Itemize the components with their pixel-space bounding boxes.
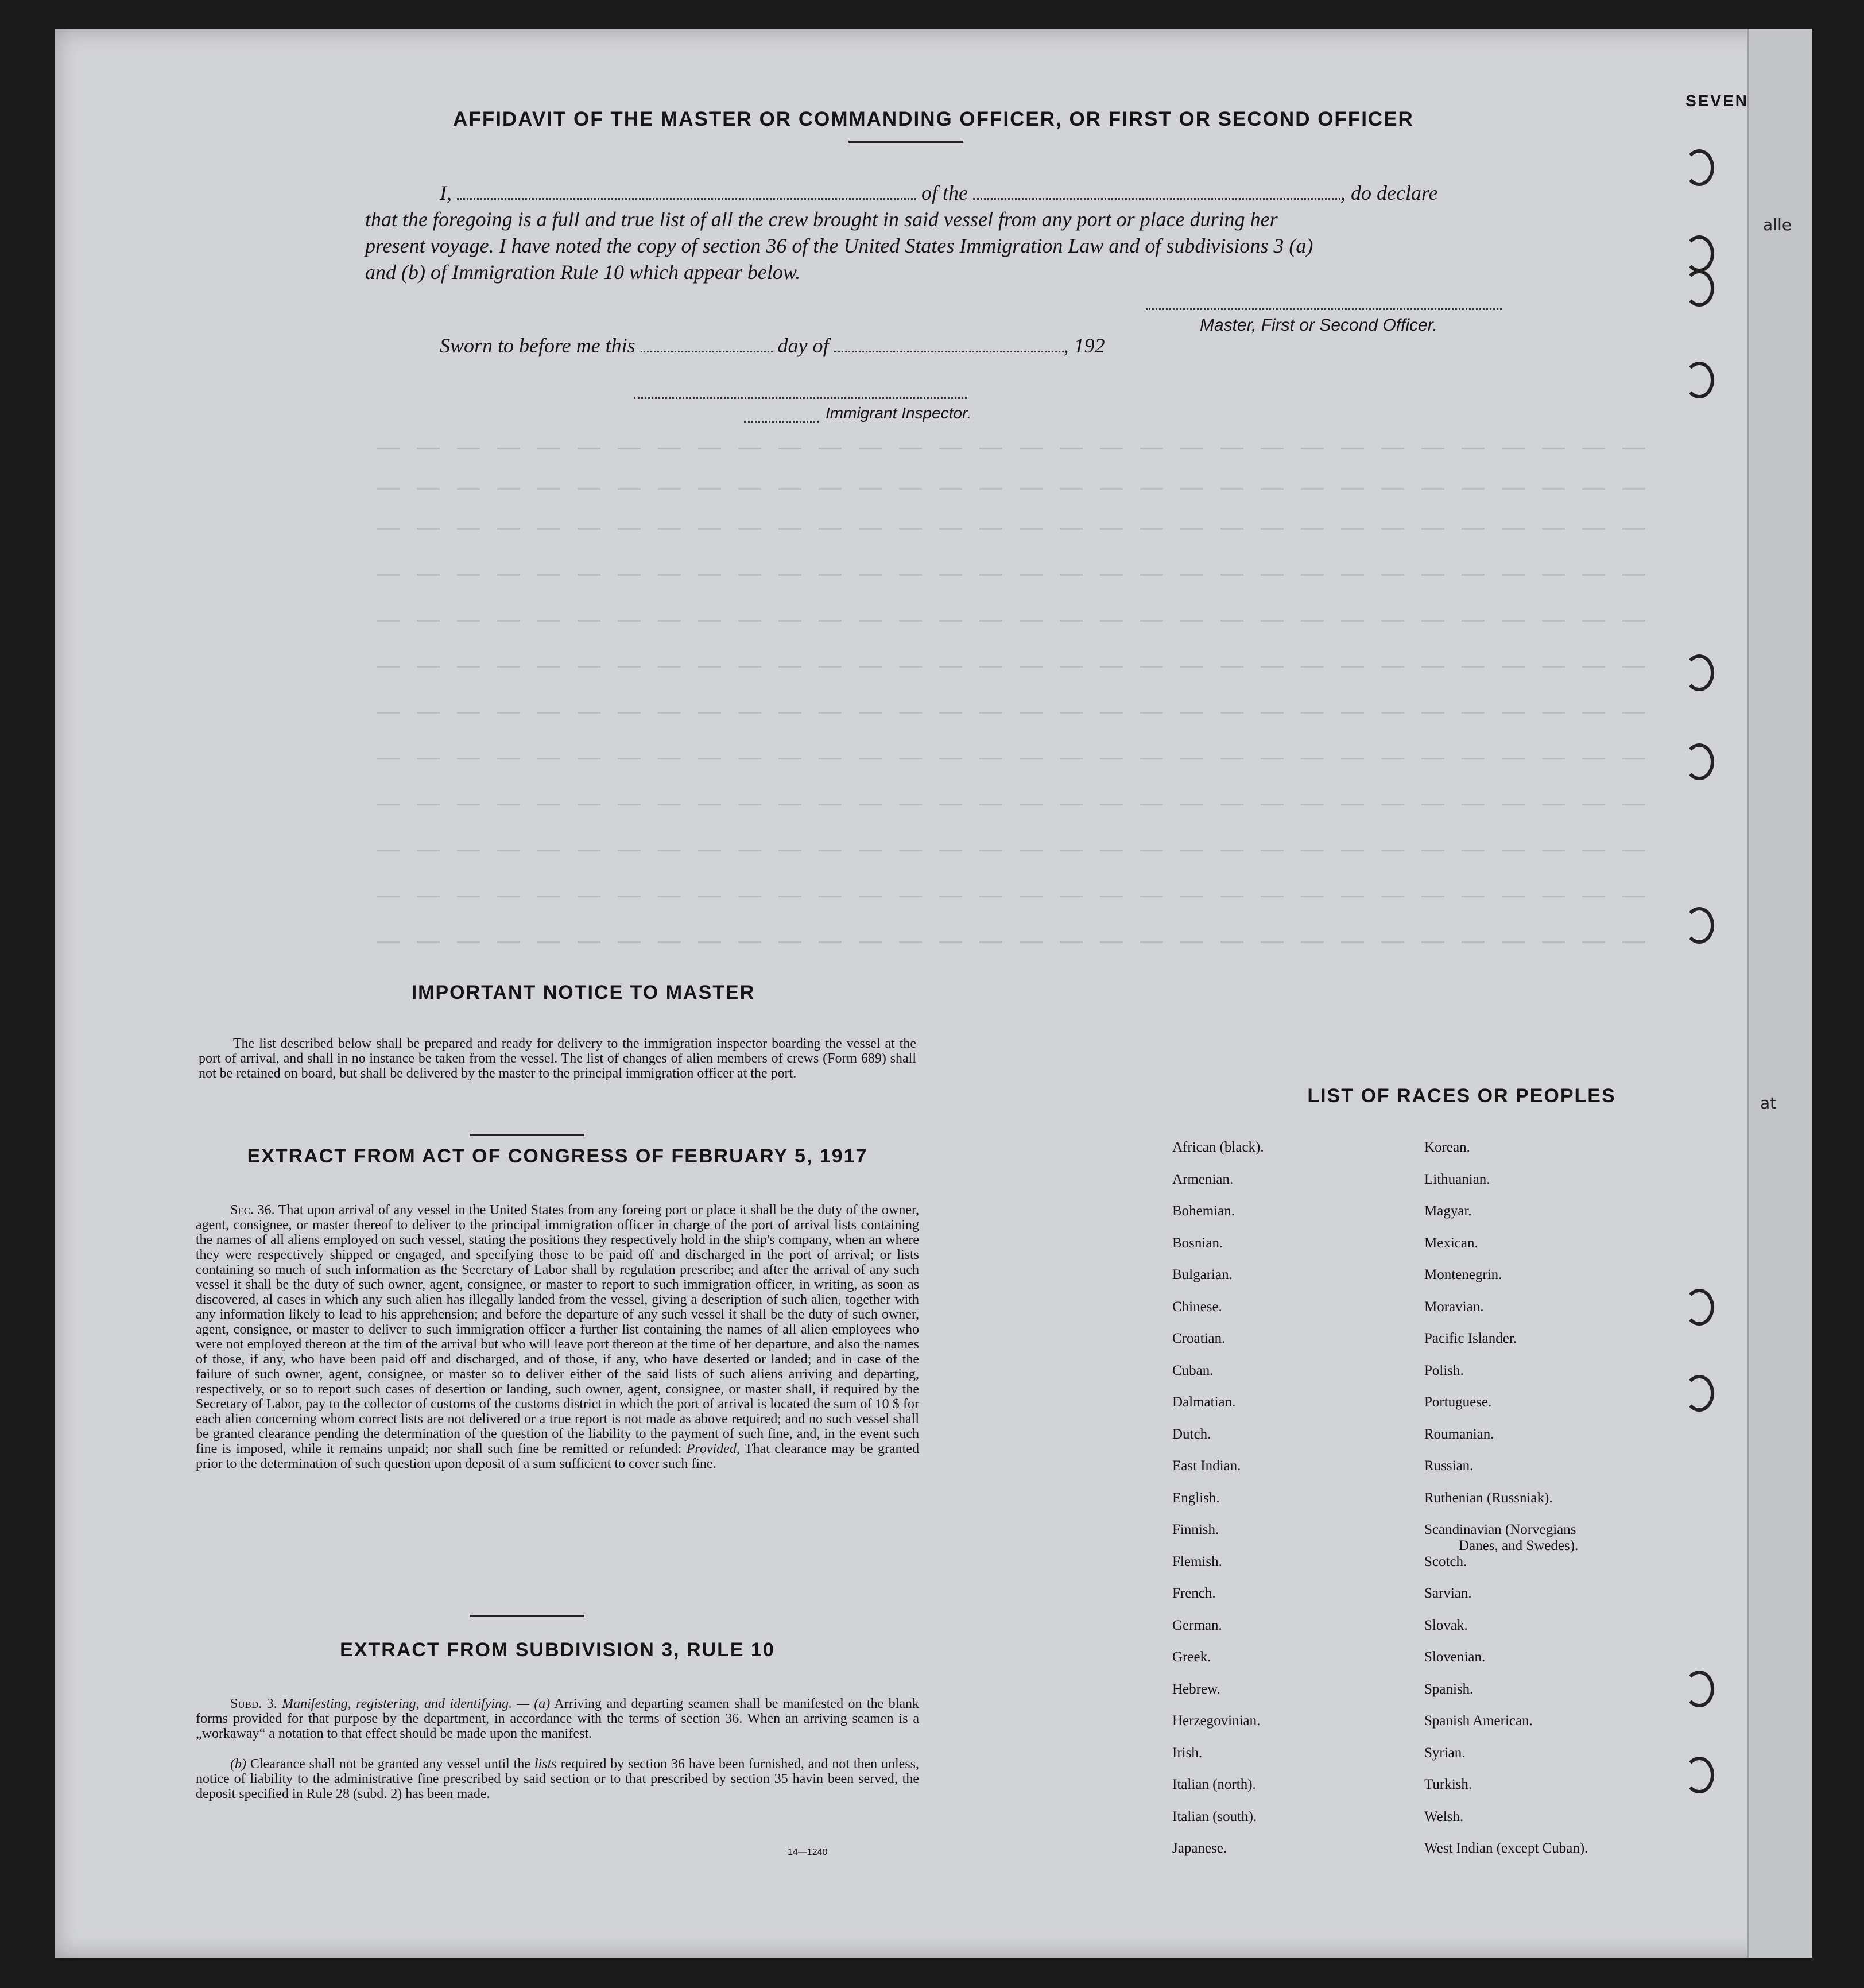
race-item: Ruthenian (Russniak). <box>1424 1490 1553 1506</box>
binder-ring-icon <box>1684 1671 1714 1707</box>
sworn-line <box>440 333 1301 358</box>
race-item: Slovenian. <box>1424 1649 1486 1665</box>
race-item: French. <box>1172 1586 1216 1601</box>
rule-body-a: Arriving and departing seamen shall be manifested on the blank forms provided for that purpose by the department, in accordance with the terms of section 36. When an arriving seamen is a „workaway“ a notation to that effect should be made upon the manifest. <box>196 1696 919 1741</box>
rule-lists-word: lists <box>534 1757 557 1772</box>
bleed-through-row <box>377 804 1663 805</box>
inspector-label: Immigrant Inspector. <box>826 404 972 422</box>
bleed-through-row <box>377 620 1663 622</box>
rule-b-label: (b) <box>230 1757 246 1772</box>
race-item: Spanish American. <box>1424 1713 1533 1729</box>
document-page <box>55 29 1812 1958</box>
binder-ring-icon <box>1684 270 1714 307</box>
race-item: Magyar. <box>1424 1203 1472 1219</box>
race-item: Welsh. <box>1424 1808 1464 1824</box>
race-item: Bulgarian. <box>1172 1267 1233 1282</box>
race-item: Hebrew. <box>1172 1681 1220 1697</box>
rule-text-a <box>196 1696 919 1741</box>
bleed-through-row <box>377 712 1663 714</box>
race-item: Danes, and Swedes). <box>1459 1538 1579 1553</box>
act-body: That upon arrival of any vessel in the United States from any foreing port or place it shall be the duty of the owner, agent, consignee, or master thereof to deliver to the principal immigration officer in charge of the port of arrival lists containing the names of all aliens employed on such vessel, stating the positions they respectively hold in the ship's company, when an where they were respectively shipped or engaged, and specifying those to be paid off and discharged in the port of arrival; or lists containing so much of such information as the Secretary of Labor shall by regulation prescribe; and after the arrival of any such vessel it shall be the duty of such owner, agent, consignee, or master to report to such immigration officer, in writing, as soon as discovered, al cases in which any such alien has illegally landed from the vessel, giving a description of such alien, together with any information likely to lead to his apprehension; and before the departure of any such vessel it shall be the duty of such owner, agent, consignee, or master to deliver to such immigration officer a further list containing the names of all alien employees who were not employed thereon at the tim of the arrival but who will leave port thereon at the time of her departure, and also the names of those, if any, who have been paid off and discharged, and of those, if any, who have deserted or landed; and in case of the failure of such owner, agent, consignee, or master so to deliver either of the said lists of such aliens arriving and departing, respectively, or so to report such cases of desertion or landing, such owner, agent, consignee, or master shall, if required by the Secretary of Labor, pay to the collector of customs of the customs district in which the port of arrival is located the sum of 10 $ for each alien concerning whom correct lists are not delivered or a true report is not made as above required; and no such vessel shall be granted clearance pending the determination of the question of the liability to the payment of such fine, and, in the event such fine is imposed, while it remains unpaid; nor shall such fine be remitted or refunded: <box>196 1203 919 1456</box>
race-item: Dutch. <box>1172 1426 1211 1442</box>
race-item: Moravian. <box>1424 1299 1484 1315</box>
rule-body-b2: required by section 36 have been furnished, and not then unless, notice of liability to the administrative fine prescribed by said section or to that prescribed by section 35 havin been served, the deposit specified in Rule 28 (subd. 2) has been made. <box>196 1757 920 1801</box>
margin-note: alle <box>1763 215 1792 234</box>
binder-ring-icon <box>1684 1757 1714 1793</box>
bleed-through-row <box>377 528 1663 530</box>
race-item: Roumanian. <box>1424 1426 1494 1442</box>
binder-ring-icon <box>1684 743 1714 780</box>
bleed-through-row <box>377 850 1663 851</box>
act-tail: That clearance may be granted prior to the determination of such question upon deposit of a sum sufficient to cover such fine. <box>196 1441 919 1471</box>
race-item: Pacific Islander. <box>1424 1331 1517 1346</box>
race-item: Slovak. <box>1424 1617 1468 1633</box>
binder-ring-icon <box>1684 235 1714 272</box>
race-item: Flemish. <box>1172 1553 1222 1570</box>
race-item: Korean. <box>1424 1140 1470 1155</box>
race-item: Dalmatian. <box>1172 1394 1236 1410</box>
vessel-blank-line <box>973 182 1340 200</box>
race-item: West Indian (except Cuban). <box>1424 1840 1588 1856</box>
affidavit-text: and (b) of Immigration Rule 10 which appear below. <box>365 261 801 284</box>
race-item: Montenegrin. <box>1424 1267 1502 1282</box>
binder-ring-icon <box>1684 1289 1714 1326</box>
binder-ring-icon <box>1684 149 1714 186</box>
race-item: Italian (north). <box>1172 1777 1256 1792</box>
race-item: Chinese. <box>1172 1299 1222 1315</box>
day-of-label: day of <box>777 334 829 357</box>
race-item: Syrian. <box>1424 1745 1466 1761</box>
form-number: 14—1240 <box>788 1847 828 1857</box>
bleed-through-row <box>377 896 1663 897</box>
race-item: Spanish. <box>1424 1681 1474 1697</box>
race-item: Mexican. <box>1424 1235 1478 1251</box>
act-provided: Provided, <box>686 1441 740 1456</box>
race-item: Italian (south). <box>1172 1808 1257 1824</box>
bleed-through-row <box>377 488 1663 490</box>
race-item: German. <box>1172 1617 1222 1633</box>
binder-ring-icon <box>1684 362 1714 398</box>
notice-text: The list described below shall be prepared and ready for delivery to the immigration inspector boarding the vessel at the port of arrival, and shall in no instance be taken from the vessel. The list of changes of alien members of crews (Form 689) shall not be retained on board, but shall be delivered by the master to the principal immigration officer at the port. <box>199 1036 916 1081</box>
race-item: Scandinavian (Norvegians <box>1424 1522 1576 1537</box>
binder-ring-icon <box>1684 907 1714 944</box>
race-item: Portuguese. <box>1424 1394 1492 1410</box>
margin-note: at <box>1760 1094 1777 1113</box>
day-blank-line <box>641 335 773 352</box>
affidavit-text: that the foregoing is a full and true list of all the crew brought in said vessel from any port or place during her <box>365 208 1278 231</box>
rule-text-b <box>196 1757 919 1801</box>
binder-ring-icon <box>1684 654 1714 691</box>
affidavit-text: present voyage. I have noted the copy of section 36 of the United States Immigration Law and of subdivisions 3 (a) <box>365 234 1313 257</box>
sworn-prefix: Sworn to before me this <box>440 334 635 357</box>
divider <box>470 1615 584 1617</box>
affidavit-declare-line <box>440 180 1513 206</box>
rule-title: EXTRACT FROM SUBDIVISION 3, RULE 10 <box>340 1639 775 1661</box>
race-item: Bohemian. <box>1172 1203 1235 1219</box>
month-blank-line <box>834 335 1064 352</box>
inspector-short-line <box>744 416 819 423</box>
bleed-through-row <box>377 941 1663 943</box>
divider <box>470 1134 584 1136</box>
divider <box>848 141 963 143</box>
races-right-column <box>1424 1140 1588 1873</box>
race-item: Greek. <box>1172 1649 1211 1665</box>
affidavit-i-label: I, <box>440 181 452 204</box>
year-label: , 192 <box>1063 334 1105 357</box>
of-the-label: of the <box>921 181 968 204</box>
act-title: EXTRACT FROM ACT OF CONGRESS OF FEBRUARY 5, 1917 <box>247 1145 868 1167</box>
notice-title: IMPORTANT NOTICE TO MASTER <box>411 982 755 1003</box>
signature-blank-line <box>1146 307 1502 310</box>
page-edge-strip <box>1747 29 1812 1958</box>
affidavit-title: AFFIDAVIT OF THE MASTER OR COMMANDING OFFICER, OR FIRST OR SECOND OFFICER <box>453 108 1414 130</box>
race-item: Irish. <box>1172 1745 1203 1761</box>
race-item: Lithuanian. <box>1424 1171 1490 1187</box>
act-section-label: Sec. 36. <box>230 1203 275 1218</box>
rule-body-b1: Clearance shall not be granted any vessel until the <box>250 1757 531 1772</box>
act-text <box>196 1203 919 1471</box>
bleed-through-row <box>377 666 1663 668</box>
race-item: Armenian. <box>1172 1171 1234 1187</box>
race-item: Russian. <box>1424 1458 1474 1474</box>
inspector-blank-line <box>634 396 967 399</box>
race-item: English. <box>1172 1490 1220 1506</box>
race-item: Croatian. <box>1172 1331 1226 1346</box>
race-item: Bosnian. <box>1172 1235 1223 1251</box>
race-item: Turkish. <box>1424 1777 1472 1792</box>
race-item: Finnish. <box>1172 1522 1219 1537</box>
race-item: East Indian. <box>1172 1458 1241 1474</box>
race-item: African (black). <box>1172 1140 1264 1155</box>
rule-subd-label: Subd. 3. <box>230 1696 277 1711</box>
bleed-through-row <box>377 448 1663 449</box>
race-item: Scotch. <box>1424 1553 1467 1570</box>
races-left-column <box>1172 1140 1264 1873</box>
bleed-through-row <box>377 758 1663 759</box>
binder-ring-icon <box>1684 1375 1714 1412</box>
rule-heading: Manifesting, registering, and identifying. — (a) <box>282 1696 551 1711</box>
race-item: Polish. <box>1424 1362 1464 1378</box>
races-title: LIST OF RACES OR PEOPLES <box>1307 1085 1616 1107</box>
name-blank-line <box>457 182 916 200</box>
corner-label: SEVEN <box>1685 92 1749 110</box>
bleed-through-row <box>377 574 1663 576</box>
race-item: Sarvian. <box>1424 1586 1472 1601</box>
race-item: Japanese. <box>1172 1840 1227 1856</box>
race-item: Cuban. <box>1172 1362 1214 1378</box>
signature-label: Master, First or Second Officer. <box>1200 316 1438 335</box>
race-item: Herzegovinian. <box>1172 1713 1261 1729</box>
do-declare-label: , do declare <box>1340 181 1438 204</box>
